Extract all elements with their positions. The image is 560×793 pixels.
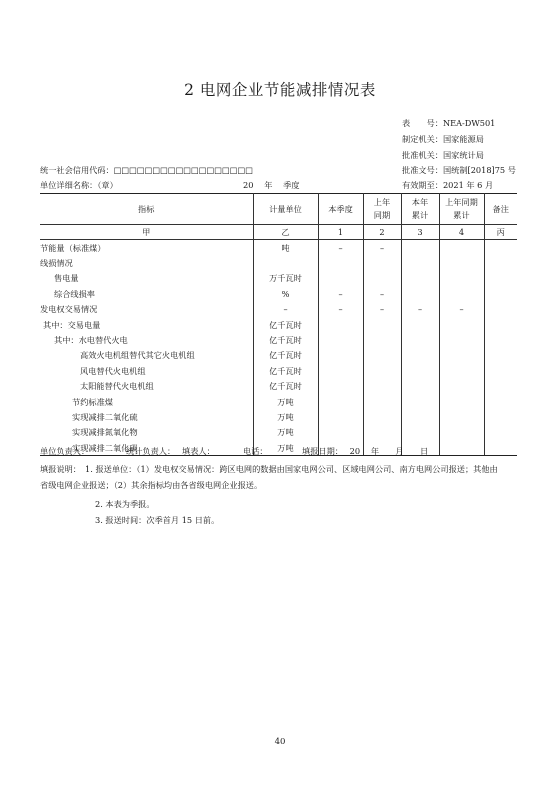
header-row: [40, 194, 517, 225]
value-cell: –: [439, 302, 484, 317]
unit-cell: 万吨: [253, 394, 318, 409]
value-cell: [363, 394, 401, 409]
value-cell: [401, 425, 439, 440]
issuing-authority: 制定机关：国家能源局: [402, 134, 484, 144]
indicator-cell: 实现减排氮氧化物: [72, 427, 138, 438]
column-header: 指标: [138, 203, 155, 214]
table-body: [40, 240, 517, 456]
value-cell: [318, 332, 363, 347]
indicator-cell: 线损情况: [40, 258, 73, 269]
column-code: 1: [318, 225, 363, 240]
approval-number: 批准文号：国统制[2018]75 号: [402, 165, 516, 175]
table-row: [40, 286, 517, 301]
page-number: 40: [274, 737, 286, 747]
value-cell: [318, 348, 363, 363]
fill-date: 填报日期： 20 年 月 日: [302, 446, 429, 456]
table-row: [40, 409, 517, 424]
value-cell: [439, 409, 484, 424]
indicator-cell: 实现减排二氧化碳: [40, 440, 253, 456]
value-cell: [401, 394, 439, 409]
value-cell: [363, 363, 401, 378]
value-cell: [363, 409, 401, 424]
column-header: 备注: [484, 194, 517, 225]
table-row: [40, 240, 517, 256]
indicator-cell: 节能量（标准煤）: [40, 242, 106, 253]
unit-head-label: 单位负责人：: [40, 446, 90, 456]
report-period: 20 年 季度: [243, 180, 300, 190]
form-number: 表 号：NEA-DW501: [402, 118, 496, 128]
value-cell: [484, 425, 517, 440]
unit-cell: [253, 255, 318, 270]
table-row: [40, 440, 517, 456]
value-cell: [401, 286, 439, 301]
value-cell: –: [363, 302, 401, 317]
unit-cell: 万吨: [253, 440, 318, 456]
column-code: 3: [401, 225, 439, 240]
column-code: 4: [439, 225, 484, 240]
table-row: [40, 348, 517, 363]
value-cell: [484, 302, 517, 317]
value-cell: [363, 317, 401, 332]
value-cell: –: [318, 302, 363, 317]
value-cell: [318, 255, 363, 270]
unit-cell: %: [253, 286, 318, 301]
value-cell: [318, 425, 363, 440]
value-cell: [439, 271, 484, 286]
value-cell: –: [363, 286, 401, 301]
value-cell: [318, 379, 363, 394]
unit-cell: 万吨: [253, 409, 318, 424]
unit-cell: 吨: [253, 240, 318, 256]
value-cell: –: [401, 302, 439, 317]
indicator-cell: 节约标准煤: [72, 396, 113, 407]
value-cell: [363, 425, 401, 440]
table-row: [40, 332, 517, 347]
value-cell: [484, 348, 517, 363]
value-cell: [363, 271, 401, 286]
value-cell: [439, 240, 484, 256]
table-row: [40, 317, 517, 332]
column-code: 甲: [40, 225, 253, 240]
indicator-cell: 太阳能替代火电机组: [80, 381, 154, 392]
value-cell: [439, 332, 484, 347]
column-code: 丙: [484, 225, 517, 240]
value-cell: [484, 286, 517, 301]
value-cell: [401, 348, 439, 363]
table-row: [40, 379, 517, 394]
value-cell: –: [363, 240, 401, 256]
value-cell: [401, 409, 439, 424]
indicator-cell: 售电量: [54, 273, 79, 284]
value-cell: [484, 440, 517, 456]
value-cell: [439, 255, 484, 270]
value-cell: [363, 332, 401, 347]
credit-code: 统一社会信用代码：□□□□□□□□□□□□□□□□□□: [40, 165, 253, 175]
value-cell: [401, 317, 439, 332]
value-cell: [484, 379, 517, 394]
unit-cell: 亿千瓦时: [253, 332, 318, 347]
table-row: [40, 394, 517, 409]
value-cell: [484, 409, 517, 424]
value-cell: [401, 363, 439, 378]
value-cell: [401, 255, 439, 270]
indicator-cell: 发电权交易情况: [40, 304, 98, 315]
value-cell: [318, 271, 363, 286]
value-cell: [401, 379, 439, 394]
value-cell: [439, 379, 484, 394]
value-cell: –: [318, 240, 363, 256]
table-row: [40, 255, 517, 270]
value-cell: [484, 317, 517, 332]
value-cell: [439, 440, 484, 456]
table-row: [40, 363, 517, 378]
indicator-cell: 风电替代火电机组: [80, 365, 146, 376]
column-header: 上年同期 累计: [439, 194, 484, 225]
column-header: 计量单位: [253, 194, 318, 225]
indicator-cell: 其中：交易电量: [43, 319, 101, 330]
indicator-cell: 高效火电机组替代其它火电机组: [80, 350, 195, 361]
value-cell: [439, 286, 484, 301]
value-cell: [439, 348, 484, 363]
energy-saving-table: [40, 193, 517, 456]
value-cell: [318, 363, 363, 378]
unit-cell: 亿千瓦时: [253, 317, 318, 332]
column-header: 本季度: [318, 194, 363, 225]
note-1: 填报说明： 1. 报送单位：（1）发电权交易情况：跨区电网的数据由国家电网公司、区域电网公司、南方电网公司报送；其他由: [40, 464, 498, 474]
note-2: 2. 本表为季报。: [95, 499, 155, 509]
unit-cell: 万千瓦时: [253, 271, 318, 286]
unit-cell: 亿千瓦时: [253, 363, 318, 378]
column-header: 上年 同期: [363, 194, 401, 225]
stat-head-label: 统计负责人：: [126, 446, 176, 456]
filler-label: 填表人：: [182, 446, 215, 456]
table-row: [40, 302, 517, 317]
unit-cell: 亿千瓦时: [253, 348, 318, 363]
value-cell: [484, 255, 517, 270]
value-cell: [439, 363, 484, 378]
value-cell: [484, 394, 517, 409]
table-row: [40, 425, 517, 440]
approving-authority: 批准机关：国家统计局: [402, 150, 484, 160]
phone-label: 电话：: [243, 446, 268, 456]
value-cell: [484, 240, 517, 256]
value-cell: [439, 317, 484, 332]
value-cell: [318, 394, 363, 409]
table-row: [40, 271, 517, 286]
unit-cell: –: [253, 302, 318, 317]
unit-cell: 万吨: [253, 425, 318, 440]
column-header: 本年 累计: [401, 194, 439, 225]
value-cell: [439, 394, 484, 409]
unit-name: 单位详细名称：（章）: [40, 180, 118, 190]
unit-cell: 亿千瓦时: [253, 379, 318, 394]
value-cell: [363, 379, 401, 394]
valid-until: 有效期至：2021 年 6 月: [402, 180, 494, 190]
value-cell: [363, 255, 401, 270]
value-cell: [484, 363, 517, 378]
value-cell: [439, 425, 484, 440]
page-title: 2 电网企业节能减排情况表: [184, 81, 376, 99]
value-cell: –: [318, 286, 363, 301]
value-cell: [318, 317, 363, 332]
indicator-cell: 综合线损率: [54, 288, 95, 299]
value-cell: [484, 332, 517, 347]
note-3: 3. 报送时间：次季首月 15 日前。: [95, 515, 220, 525]
indicator-cell: 实现减排二氧化硫: [72, 411, 138, 422]
value-cell: [318, 409, 363, 424]
indicator-cell: 其中：水电替代火电: [54, 335, 128, 346]
value-cell: [363, 348, 401, 363]
value-cell: [401, 240, 439, 256]
value-cell: [401, 332, 439, 347]
value-cell: [401, 271, 439, 286]
column-code: 乙: [253, 225, 318, 240]
note-1-cont: 省级电网企业报送；（2）其余指标均由各省级电网企业报送。: [40, 480, 263, 490]
column-code: 2: [363, 225, 401, 240]
code-row: [40, 225, 517, 240]
value-cell: [484, 271, 517, 286]
